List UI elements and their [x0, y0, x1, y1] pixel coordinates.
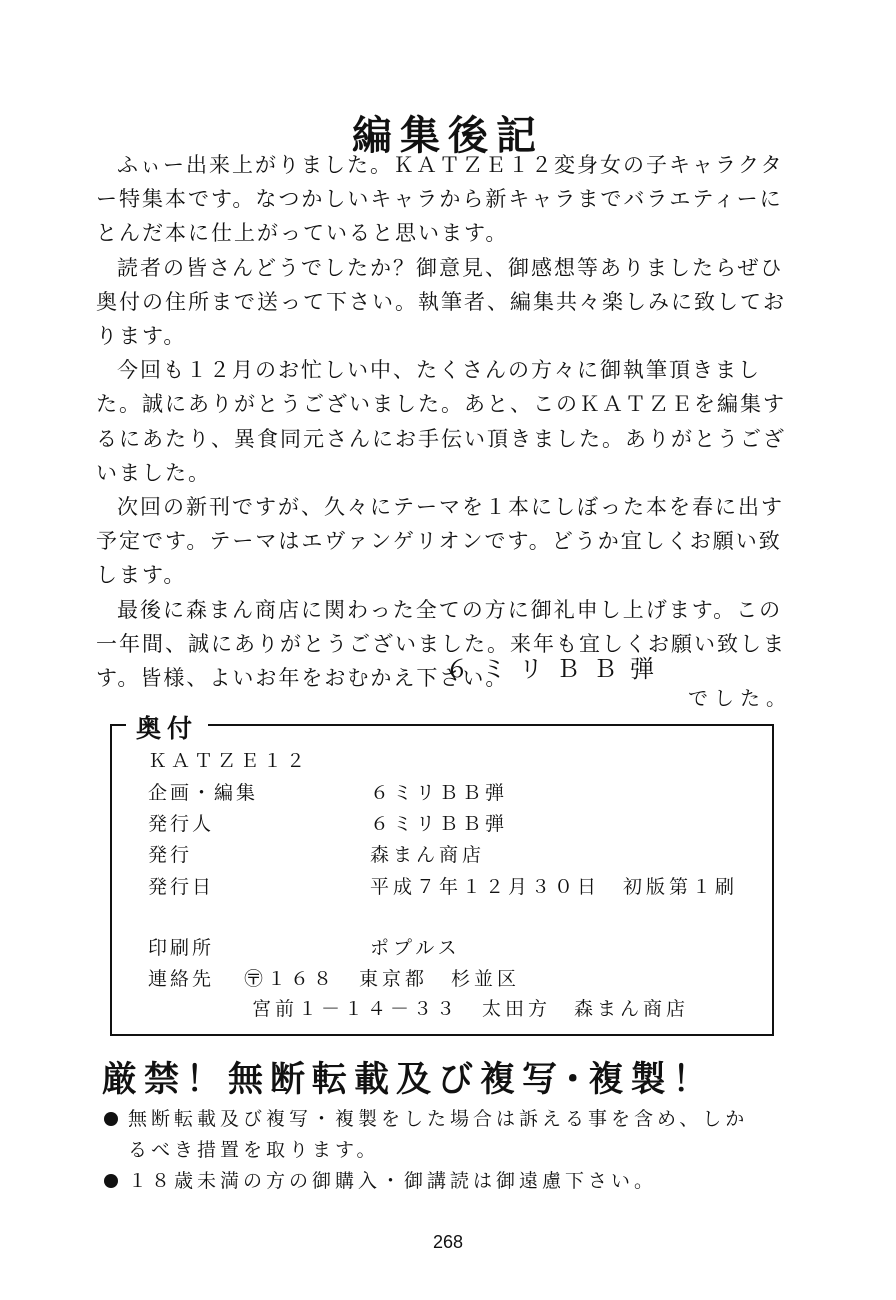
contact-label: 連絡先 — [148, 968, 215, 990]
afterword-paragraph-2: 読者の皆さんどうでしたか？御意見、御感想等ありましたらぜひ奥付の住所まで送って下さい。執筆者、編集共々楽しみに致しております。 — [96, 255, 786, 349]
contact-address-line-1: 〶１６８ 東京都 杉並区 — [244, 968, 521, 990]
planning-label: 企画・編集 — [148, 782, 259, 804]
notice-item-2-text: １８歳未満の方の御購入・御講読は御遠慮下さい。 — [128, 1170, 658, 1192]
issuer-label: 発行 — [148, 844, 193, 866]
printer-value: ポプルス — [370, 937, 461, 959]
book-title: ＫＡＴＺＥ１２ — [148, 750, 310, 772]
date-label: 発行日 — [148, 876, 215, 898]
afterword-signature: ６ミリＢＢ弾 — [445, 655, 667, 683]
publisher-value: ６ミリＢＢ弾 — [370, 813, 509, 835]
afterword-title: 編集後記 — [352, 112, 544, 159]
publisher-label: 発行人 — [148, 813, 215, 835]
afterword-signature-suffix: でした。 — [688, 686, 792, 710]
afterword-paragraph-5: 最後に森まん商店に関わった全ての方に御礼申し上げます。この一年間、誠にありがとうございました。来年も宜しくお願い致します。皆様、よいお年をおむかえ下さい。 — [96, 597, 786, 691]
copyright-warning: 厳禁！無断転載及び複写･複製！ — [102, 1060, 715, 1100]
notice-item-1-line-1: 無断転載及び複写・複製をした場合は訴える事を含め、しか — [128, 1108, 749, 1130]
afterword-paragraph-1: ふぃー出来上がりました。ＫＡＴＺＥ１２変身女の子キャラクター特集本です。なつかしいキャラから新キャラまでバラエティーにとんだ本に仕上がっていると思います。 — [96, 153, 784, 246]
issuer-value: 森まん商店 — [370, 844, 486, 866]
page-number: 268 — [432, 1232, 464, 1252]
date-value: 平成７年１２月３０日 初版第１刷 — [370, 876, 739, 898]
printer-label: 印刷所 — [148, 937, 215, 959]
planning-value: ６ミリＢＢ弾 — [370, 782, 509, 804]
afterword-paragraph-3: 今回も１２月のお忙しい中、たくさんの方々に御執筆頂きました。誠にありがとうございました。あと、このＫＡＴＺＥを編集するにあたり、異食同元さんにお手伝い頂きました。ありがとうございました。 — [96, 358, 786, 485]
contact-address-line-2: 宮前１－１４－３３ 太田方 森まん商店 — [252, 998, 690, 1020]
afterword-body — [96, 148, 796, 695]
bullet-icon — [104, 1112, 118, 1126]
afterword-paragraph-4: 次回の新刊ですが、久々にテーマを１本にしぼった本を春に出す予定です。テーマはエヴァンゲリオンです。どうか宜しくお願い致します。 — [96, 495, 784, 588]
colophon-heading: 奥付 — [126, 709, 208, 745]
bullet-icon — [104, 1174, 118, 1188]
colophon-box — [110, 714, 774, 1036]
notice-item-2 — [104, 1166, 657, 1193]
notice-item-1 — [104, 1104, 748, 1131]
notice-item-1-line-2: るべき措置を取ります。 — [128, 1139, 380, 1161]
